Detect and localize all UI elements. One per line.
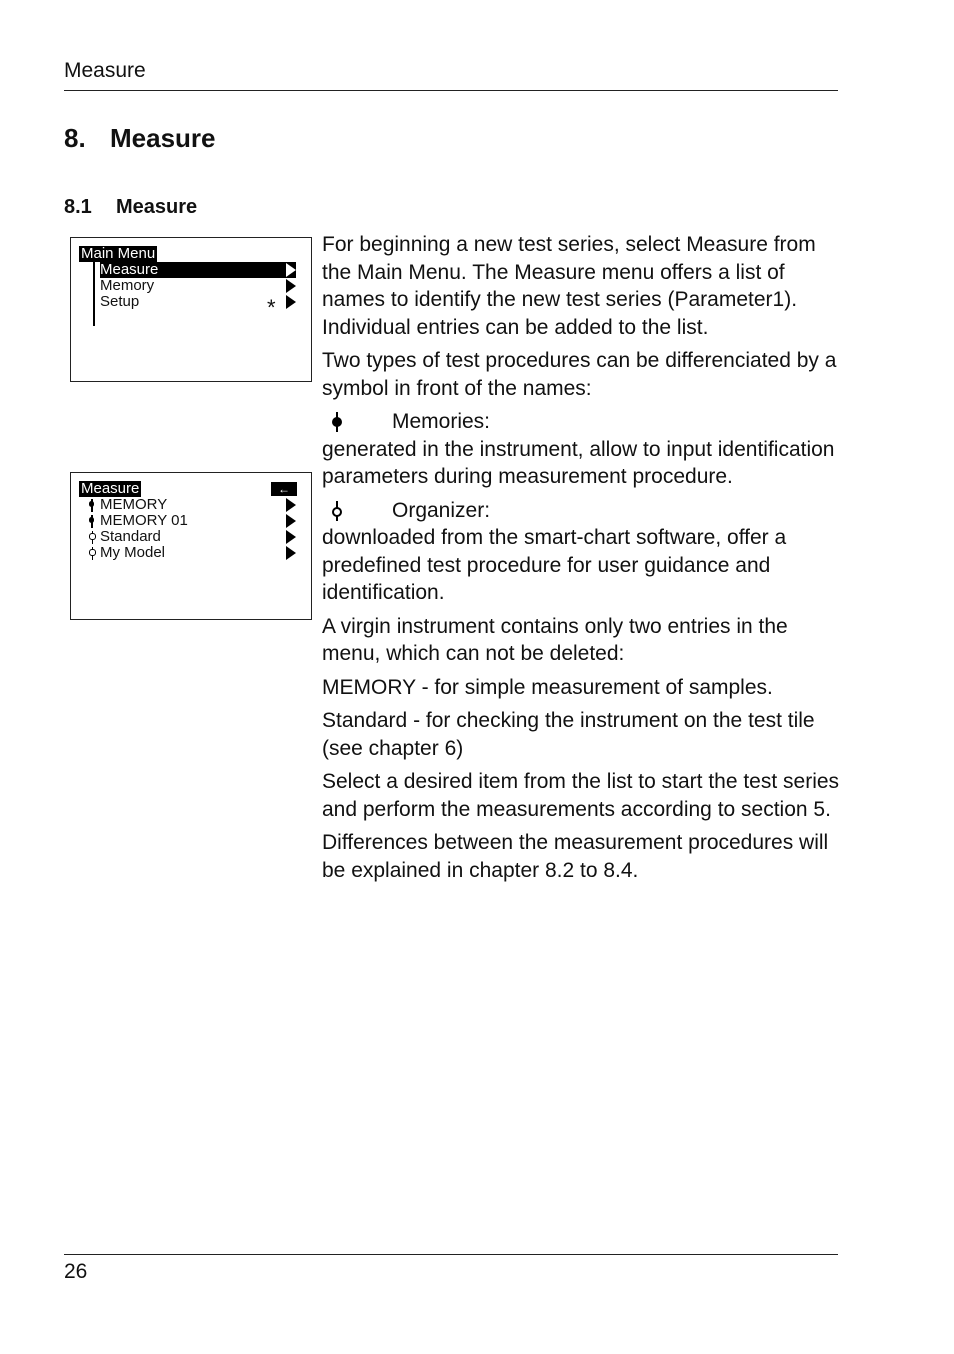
submenu-arrow-icon	[286, 279, 296, 293]
lcd-main-menu-title: Main Menu	[81, 245, 156, 262]
lcd-menu-item-label: Setup	[100, 293, 140, 310]
lcd-menu-item-label: Memory	[100, 277, 155, 294]
section-heading	[64, 196, 197, 219]
lcd-list-item-label: MEMORY	[100, 496, 168, 513]
lcd-list-item-standard[interactable]	[87, 529, 296, 545]
lcd-list-item-label: MEMORY 01	[100, 512, 188, 529]
lcd-menu-item-label: Measure	[100, 261, 159, 278]
memory-pin-icon	[91, 515, 93, 528]
submenu-arrow-icon	[286, 530, 296, 544]
submenu-arrow-icon	[286, 498, 296, 512]
paragraph: MEMORY - for simple measurement of samples.	[322, 675, 773, 699]
organizer-pin-icon	[92, 547, 94, 560]
page-number: 26	[64, 1260, 88, 1283]
chapter-number: 8.	[64, 123, 86, 153]
lcd-list-item-memory-01[interactable]	[87, 513, 296, 529]
lcd-menu-item-memory[interactable]	[100, 278, 296, 294]
organizer-entry	[322, 497, 842, 525]
lcd-measure-screen	[70, 472, 312, 620]
section-title: Measure	[116, 196, 198, 218]
menu-tree-line	[93, 262, 95, 326]
paragraph: For beginning a new test series, select Measure from the Main Menu. The Measure menu offers a list of names to identify the new test series (Parameter1). Individual entries can be added to the list.	[322, 233, 816, 339]
submenu-arrow-icon	[286, 514, 296, 528]
paragraph: Two types of test procedures can be differenciated by a symbol in front of the names:	[322, 349, 837, 400]
organizer-pin-icon	[334, 501, 340, 521]
submenu-arrow-icon	[286, 295, 296, 309]
memory-pin-icon	[91, 499, 93, 512]
organizer-label: Organizer:	[392, 498, 491, 522]
paragraph: downloaded from the smart-chart software, offer a predefined test procedure for user guidance and identification.	[322, 526, 787, 604]
paragraph: A virgin instrument contains only two entries in the menu, which can not be deleted:	[322, 614, 788, 665]
submenu-arrow-icon	[286, 263, 296, 277]
lcd-list-item-memory[interactable]	[87, 497, 296, 513]
memory-pin-icon	[334, 412, 340, 432]
lcd-list-item-label: Standard	[100, 528, 161, 545]
header-rule	[64, 90, 838, 91]
chapter-heading	[64, 123, 216, 154]
lcd-main-menu-screen	[70, 237, 312, 382]
paragraph: Select a desired item from the list to start the test series and perform the measurements according to section 5.	[322, 770, 840, 821]
paragraph: Standard - for checking the instrument on the test tile (see chapter 6)	[322, 709, 815, 760]
chapter-title: Measure	[110, 123, 216, 153]
back-arrow-icon[interactable]: ←	[271, 482, 297, 496]
lcd-list-item-my-model[interactable]	[87, 545, 296, 561]
lcd-menu-item-measure[interactable]	[100, 262, 296, 278]
memories-label: Memories:	[392, 410, 491, 433]
section-number: 8.1	[64, 196, 92, 218]
running-header: Measure	[64, 59, 146, 82]
submenu-arrow-icon	[286, 546, 296, 560]
footer-rule	[64, 1254, 838, 1255]
star-icon: *	[267, 295, 276, 320]
paragraph: generated in the instrument, allow to input identification parameters during measurement procedure.	[322, 437, 835, 488]
memories-entry	[322, 408, 842, 436]
lcd-measure-title: Measure	[81, 480, 140, 497]
paragraph: Differences between the measurement procedures will be explained in chapter 8.2 to 8.4.	[322, 831, 829, 882]
organizer-pin-icon	[92, 531, 94, 544]
lcd-list-item-label: My Model	[100, 544, 166, 561]
body-text	[322, 231, 842, 890]
